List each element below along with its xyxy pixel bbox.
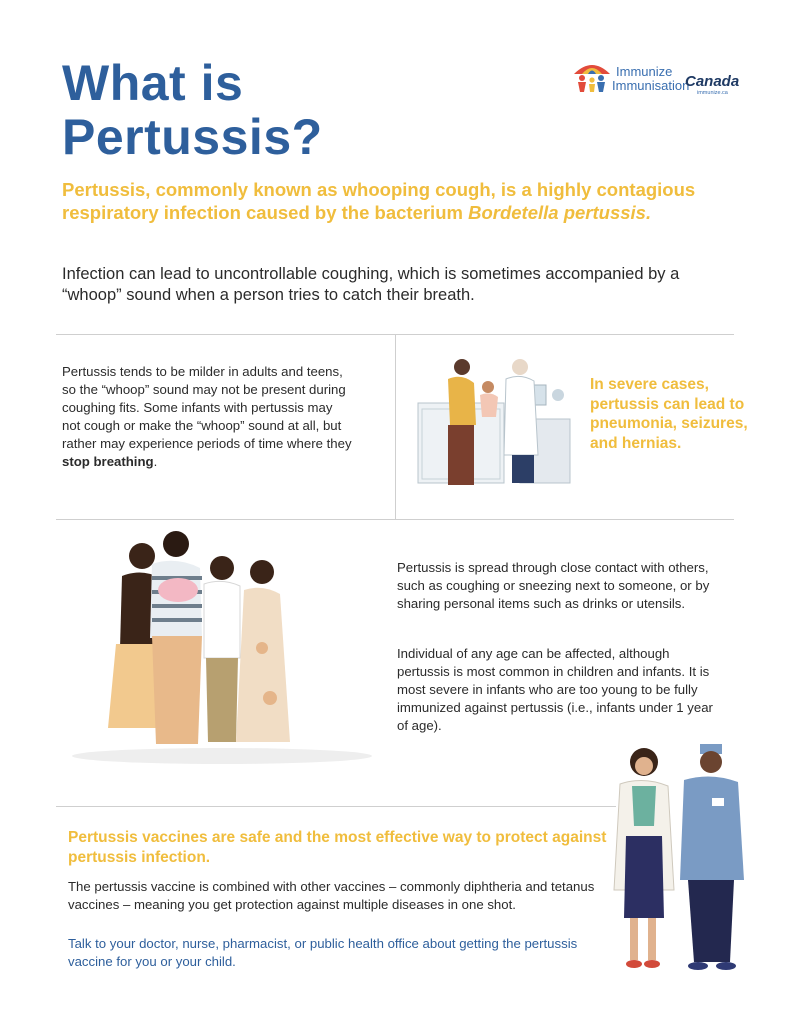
section1-text-body: Pertussis tends to be milder in adults and teens, so the “whoop” sound may not be present during coughing fits. Some infants with pertussis may not cough or make the “whoop” sound at all, but rather may experience periods of time where they [62,364,352,451]
logo-word-immunize: Immunize [616,64,673,79]
section2-para2: Individual of any age can be affected, although pertussis is most common in children and infants. It is most severe in infants who are too young to be fully immunized against pertussis (i.e., infants under 1 year of age). [397,646,713,733]
intro-body: Infection can lead to uncontrollable coughing, which is sometimes accompanied by a “whoop” sound when a person tries to catch their breath. [62,265,680,304]
section1-end: . [153,454,158,469]
divider-2 [56,519,734,520]
section1-text [62,363,352,471]
section2-para1: Pertussis is spread through close contact with others, such as coughing or sneezing next to someone, or by sharing personal items such as drinks or utensils. [397,560,710,611]
divider-3 [56,806,616,807]
vaccine-heading: Pertussis vaccines are safe and the most effective way to protect against pertussis infection. [68,829,607,866]
vaccine-cta: Talk to your doctor, nurse, pharmacist, or public health office about getting the pertussis vaccine for you or your child. [68,936,578,969]
severe-cases-callout: In severe cases, pertussis can lead to pneumonia, seizures, and hernias. [590,376,748,452]
logo-word-immunisation: Immunisation [612,78,690,93]
doctor-examining-infant-illustration [418,355,578,495]
immunize-canada-logo[interactable] [570,58,740,100]
page-title-text: What is Pertussis? [62,55,323,165]
section1-emphasis: stop breathing [62,454,154,469]
intro-species: Bordetella pertussis. [468,202,652,223]
intro-lead [62,178,702,224]
umbrella-family-icon [570,58,614,98]
intro-lead-text: Pertussis, commonly known as whooping cough, is a highly contagious respiratory infection caused by the bacterium [62,179,696,223]
page-title [62,56,342,164]
vaccine-body: The pertussis vaccine is combined with other vaccines – commonly diphtheria and tetanus vaccines – meaning you get protection against multiple diseases in one shot. [68,879,595,912]
logo-word-canada: Canada [685,73,740,90]
divider-vertical [395,334,396,520]
health-workers-illustration [612,740,752,980]
logo-url: immunize.ca [697,90,728,96]
family-group-illustration [72,528,372,768]
